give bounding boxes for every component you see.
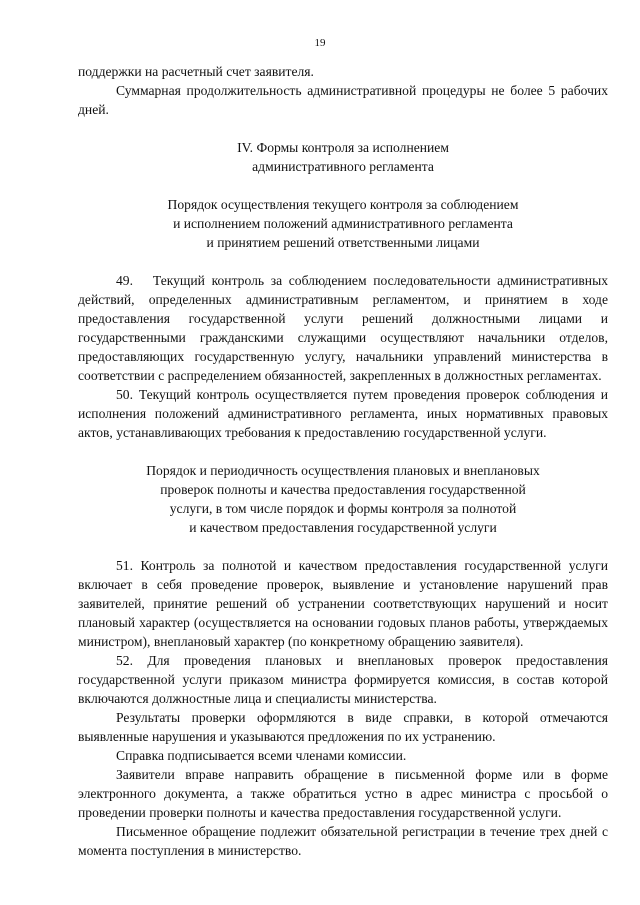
- subsection-title-line: и исполнением положений административного регламента: [173, 216, 513, 231]
- paragraph-continuation: поддержки на расчетный счет заявителя.: [78, 64, 314, 79]
- spacer: [78, 252, 608, 271]
- subsection-title-line: Порядок осуществления текущего контроля за соблюдением: [167, 197, 519, 212]
- section-title-line: IV. Формы контроля за исполнением: [237, 140, 449, 155]
- page-number: 19: [314, 37, 326, 49]
- paragraph-50: 50. Текущий контроль осуществляется путем проведения проверок соблюдения и исполнения положений административного регламента, иных нормативных правовых актов, устанавливающих требования к предоставлению государственной услуги.: [78, 387, 608, 440]
- paragraph-49: 49. Текущий контроль за соблюдением последовательности административных действий, определенных административным регламентом, и принятием в ходе предоставления государственной услуги решений должностными лицами и государственными гражданскими служащими осуществляют начальники отделов, предоставляющих государственную услугу, начальники управлений министерства в соответствии с распределением обязанностей, закрепленных в должностных регламентах.: [78, 273, 608, 383]
- paragraph-applicants: Заявители вправе направить обращение в письменной форме или в форме электронного документа, а также обратиться устно в адрес министра с просьбой о проведении проверки полноты и качества предоставления государственной услуги.: [78, 767, 608, 820]
- subsection-title-line: услуги, в том числе порядок и формы контроля за полнотой: [169, 501, 517, 516]
- document-body: [78, 62, 608, 860]
- subsection-title: [78, 461, 608, 537]
- section-title: [78, 138, 608, 176]
- subsection-title-line: Порядок и периодичность осуществления плановых и внеплановых: [146, 463, 540, 478]
- subsection-title-line: проверок полноты и качества предоставления государственной: [160, 482, 526, 497]
- paragraph-duration: Суммарная продолжительность административной процедуры не более 5 рабочих дней.: [78, 83, 608, 117]
- paragraph-51: 51. Контроль за полнотой и качеством предоставления государственной услуги включает в себя проведение проверок, выявление и установление нарушений прав заявителей, принятие решений об устранении соответствующих нарушений и носит плановый характер (осуществляется на основании годовых планов работы, утверждаемых министром), внеплановый характер (по конкретному обращению заявителя).: [78, 558, 608, 649]
- section-title-line: административного регламента: [252, 159, 434, 174]
- spacer: [78, 119, 608, 138]
- spacer: [78, 176, 608, 195]
- paragraph-report: Справка подписывается всеми членами комиссии.: [116, 748, 407, 763]
- spacer: [78, 442, 608, 461]
- paragraph-registration: Письменное обращение подлежит обязательной регистрации в течение трех дней с момента поступления в министерство.: [78, 824, 608, 858]
- subsection-title-line: и принятием решений ответственными лицами: [206, 235, 480, 250]
- paragraph-results: Результаты проверки оформляются в виде справки, в которой отмечаются выявленные нарушения и указываются предложения по их устранению.: [78, 710, 608, 744]
- paragraph-52: 52. Для проведения плановых и внеплановых проверок предоставления государственной услуги приказом министра формируется комиссия, в состав которой включаются должностные лица и специалисты министерства.: [78, 653, 608, 706]
- subsection-title-line: и качеством предоставления государственной услуги: [189, 520, 497, 535]
- subsection-title: [78, 195, 608, 252]
- spacer: [78, 537, 608, 556]
